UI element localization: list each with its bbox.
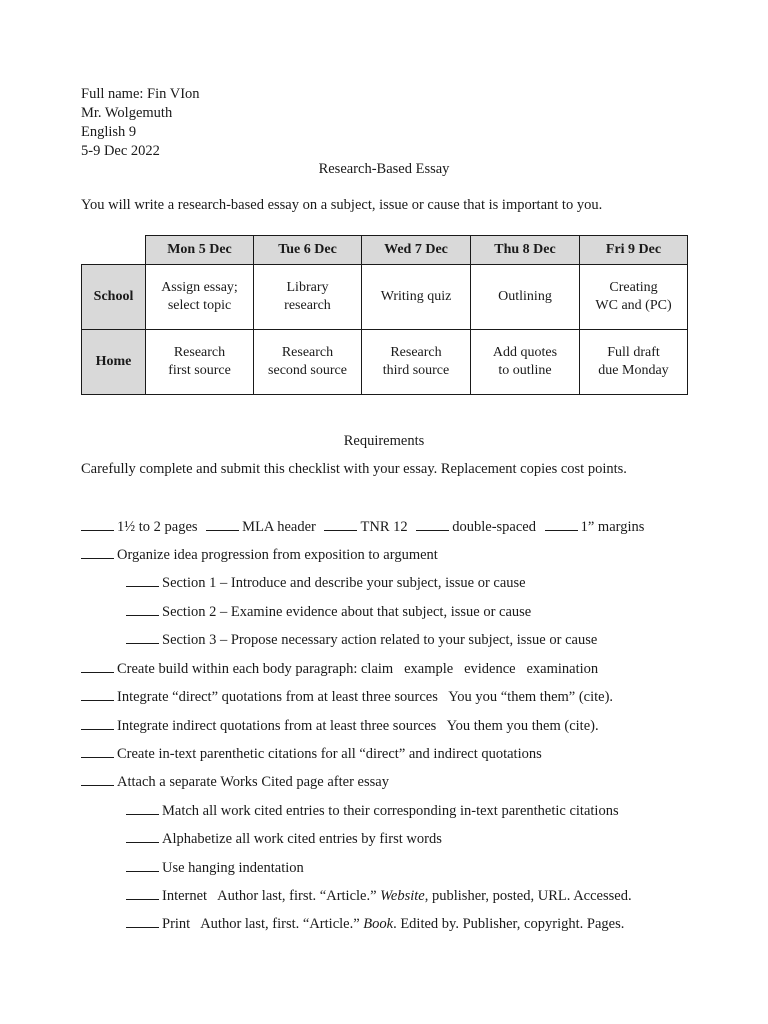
citation-format: . Edited by. Publisher, copyright. Pages. <box>393 916 625 932</box>
checklist-subitem <box>126 857 304 878</box>
cell-line: research <box>284 298 331 313</box>
table-cell <box>580 265 688 330</box>
table-cell <box>580 330 688 395</box>
format-item: double-spaced <box>452 519 536 535</box>
requirements-heading: Requirements <box>343 433 425 449</box>
cell-line: second source <box>268 363 347 378</box>
table-cell <box>146 330 254 395</box>
cell-line: Library <box>286 280 329 295</box>
cell-line: Writing quiz <box>380 289 452 304</box>
cell-line: Creating <box>609 280 658 295</box>
table-row-home <box>82 330 688 395</box>
checklist-format-line <box>81 516 644 537</box>
cell-line: third source <box>382 363 450 378</box>
table-cell <box>254 330 362 395</box>
teacher-name: Mr. Wolgemuth <box>81 105 173 121</box>
checkbox-blank[interactable] <box>126 913 159 928</box>
checkbox-blank[interactable] <box>126 828 159 843</box>
checkbox-blank[interactable] <box>126 885 159 900</box>
cell-line: select topic <box>167 298 232 313</box>
checklist-item <box>81 658 598 679</box>
checklist-subitem-print <box>126 913 624 934</box>
checkbox-blank[interactable] <box>81 686 114 701</box>
checklist-text: Alphabetize all work cited entries by first words <box>162 831 442 847</box>
row-header: Home <box>82 330 146 395</box>
citation-italic: Website <box>380 888 425 904</box>
checklist-item <box>81 771 389 792</box>
checkbox-blank[interactable] <box>416 516 449 531</box>
column-header: Wed 7 Dec <box>362 236 471 265</box>
citation-italic: Book <box>363 916 394 932</box>
checklist-text: Section 2 – Examine evidence about that subject, issue or cause <box>162 604 532 620</box>
cell-line: Full draft <box>607 345 660 360</box>
table-row-school <box>82 265 688 330</box>
format-item: MLA header <box>242 519 316 535</box>
checkbox-blank[interactable] <box>126 800 159 815</box>
table-cell <box>471 330 580 395</box>
checklist-text: Match all work cited entries to their corresponding in-text parenthetic citations <box>162 803 619 819</box>
checklist-subitem <box>126 800 619 821</box>
checklist-item <box>81 715 599 736</box>
schedule-header-row <box>82 236 688 265</box>
cell-line: Research <box>390 345 442 360</box>
checklist-item <box>81 743 542 764</box>
row-header: School <box>82 265 146 330</box>
column-header: Thu 8 Dec <box>471 236 580 265</box>
checklist-subitem <box>126 629 597 650</box>
table-cell <box>362 330 471 395</box>
course-name: English 9 <box>81 124 137 140</box>
requirements-intro: Carefully complete and submit this checklist with your essay. Replacement copies cost points. <box>81 461 627 477</box>
intro-text: You will write a research-based essay on a subject, issue or cause that is important to you. <box>81 197 603 213</box>
table-cell <box>146 265 254 330</box>
table-cell <box>471 265 580 330</box>
student-name: Full name: Fin VIon <box>81 86 200 102</box>
cell-line: Research <box>173 345 226 360</box>
citation-label: Internet <box>162 888 208 904</box>
checklist-text: Integrate indirect quotations from at least three sources You them you them (cite). <box>117 718 599 734</box>
cell-line: to outline <box>498 363 552 378</box>
format-item: TNR 12 <box>360 519 408 535</box>
checklist-text: Section 3 – Propose necessary action related to your subject, issue or cause <box>162 632 598 648</box>
date-range: 5-9 Dec 2022 <box>81 143 160 159</box>
table-cell <box>254 265 362 330</box>
checkbox-blank[interactable] <box>126 572 159 587</box>
checkbox-blank[interactable] <box>126 857 159 872</box>
checklist-subitem <box>126 601 531 622</box>
checklist-text: Attach a separate Works Cited page after essay <box>117 774 389 790</box>
schedule-table <box>81 235 688 395</box>
citation-format: Author last, first. “Article.” <box>200 916 364 932</box>
column-header: Tue 6 Dec <box>254 236 362 265</box>
table-cell <box>362 265 471 330</box>
checklist-subitem <box>126 572 526 593</box>
cell-line: Research <box>281 345 334 360</box>
format-item: 1” margins <box>580 519 645 535</box>
checklist-subitem-internet <box>126 885 632 906</box>
checkbox-blank[interactable] <box>126 629 159 644</box>
cell-line: Assign essay; <box>161 280 238 295</box>
checkbox-blank[interactable] <box>81 743 114 758</box>
citation-format: Author last, first. “Article.” <box>217 888 381 904</box>
checklist-subitem <box>126 828 442 849</box>
column-header: Mon 5 Dec <box>146 236 254 265</box>
checkbox-blank[interactable] <box>126 601 159 616</box>
table-corner <box>82 236 146 265</box>
document-title: Research-Based Essay <box>318 161 450 177</box>
citation-format: , publisher, posted, URL. Accessed. <box>424 888 632 904</box>
cell-line: due Monday <box>598 363 669 378</box>
checklist-item <box>81 544 438 565</box>
checklist-text: Section 1 – Introduce and describe your subject, issue or cause <box>162 575 526 591</box>
checklist-text: Create in-text parenthetic citations for all “direct” and indirect quotations <box>117 746 542 762</box>
checklist-item <box>81 686 613 707</box>
checkbox-blank[interactable] <box>81 771 114 786</box>
checkbox-blank[interactable] <box>81 715 114 730</box>
checklist-text: Organize idea progression from exposition to argument <box>117 547 438 563</box>
checkbox-blank[interactable] <box>206 516 239 531</box>
cell-line: first source <box>168 363 231 378</box>
checkbox-blank[interactable] <box>545 516 578 531</box>
checklist-text: Integrate “direct” quotations from at least three sources You you “them them” (cite). <box>117 689 614 705</box>
format-item: 1½ to 2 pages <box>117 519 198 535</box>
checkbox-blank[interactable] <box>324 516 357 531</box>
column-header: Fri 9 Dec <box>580 236 688 265</box>
cell-line: Outlining <box>498 289 552 304</box>
checkbox-blank[interactable] <box>81 658 114 673</box>
checklist-text: Create build within each body paragraph: claim example evidence examination <box>117 661 599 677</box>
cell-line: Add quotes <box>492 345 558 360</box>
checkbox-blank[interactable] <box>81 516 114 531</box>
checkbox-blank[interactable] <box>81 544 114 559</box>
citation-label: Print <box>162 916 191 932</box>
checklist-text: Use hanging indentation <box>162 860 304 876</box>
cell-line: WC and (PC) <box>595 298 672 313</box>
